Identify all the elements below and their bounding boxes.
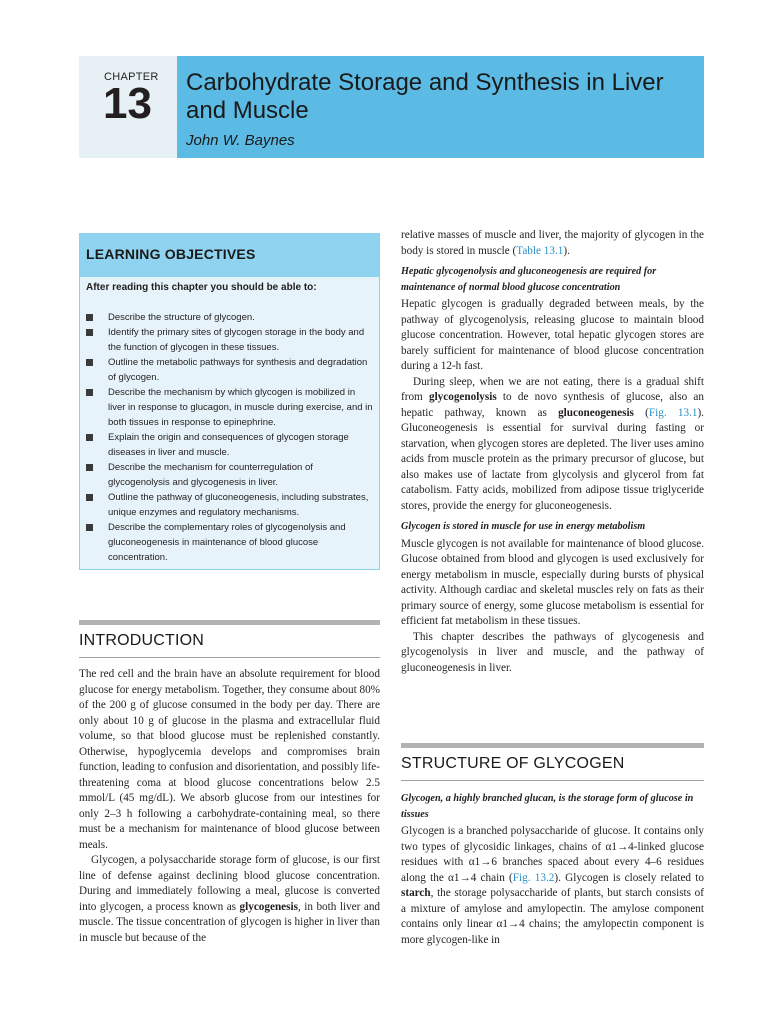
right-paragraph-5	[401, 824, 704, 948]
table-reference-link[interactable]: Table 13.1	[516, 244, 564, 257]
objective-item: Describe the mechanism for counterregulation of glycogenolysis and glycogenesis in liver.	[86, 460, 374, 490]
text-run: ). Glycogen is closely related to	[554, 871, 704, 884]
figure-reference-link[interactable]: Fig. 13.2	[512, 871, 555, 884]
objective-item: Outline the metabolic pathways for synthesis and degradation of glycogen.	[86, 355, 374, 385]
section-rule	[401, 743, 704, 748]
right-paragraph-3: Muscle glycogen is not available for maintenance of blood glucose. Glucose obtained from blood and glycogen is used exclusively for energy metabolism in muscle, especially during bursts of physical activity. Although cardiac and skeletal muscles rely on fats as their primary source of energy, some glucose metabolism is essential for efficient fat metabolism in these tissues.	[401, 537, 704, 627]
objective-item: Describe the mechanism by which glycogen is mobilized in liver in response to glucagon, in muscle during exercise, and in both tissues in response to epinephrine.	[86, 385, 374, 430]
bold-term: glycogenesis	[239, 900, 298, 913]
objective-item: Identify the primary sites of glycogen storage in the body and the function of glycogen in these tissues.	[86, 325, 374, 355]
intro-paragraph-1: The red cell and the brain have an absolute requirement for blood glucose for energy metabolism. Together, they consume about 80% of the 200 g of glucose consumed in the body per day. There are only about 10 g of glucose in the plasma and extracellular fluid volume, so that blood glucose must be replenished constantly. Otherwise, hypoglycemia develops and compromises brain function, leading to confusion and disorientation, and possibly life-threatening coma at blood glucose concentrations below 2.5 mmol/L (45 mg/dL). We absorb glucose from our intestines for only 2–3 h following a carbohydrate-containing meal, so there must be a mechanism for maintenance of blood glucose between meals.	[79, 668, 380, 851]
bold-term: starch	[401, 887, 431, 899]
right-paragraph-1: Hepatic glycogen is gradually degraded between meals, by the pathway of glycogenolysis, releasing glucose to maintain blood glucose concentration. However, total hepatic glycogen stores are barely sufficient for maintenance of blood glucose concentration during a 12-h fast.	[401, 298, 704, 372]
bold-term: gluconeogenesis	[558, 406, 634, 419]
text-run: During sleep, when we are not eating, there is a gradual shift from	[401, 375, 704, 403]
chapter-title-box	[177, 56, 704, 158]
learning-objectives-intro: After reading this chapter you should be able to:	[86, 282, 317, 293]
chapter-title: Carbohydrate Storage and Synthesis in Liver and Muscle	[186, 69, 664, 124]
learning-objectives-box	[79, 233, 380, 570]
objective-item: Explain the origin and consequences of glycogen storage diseases in liver and muscle.	[86, 430, 374, 460]
text-run: Glycogen, a polysaccharide storage form of glucose, is our first line of defense against declining blood glucose concentration. During and immediately following a meal, glucose is converted into glycogen, a process known as	[79, 854, 380, 913]
objective-item: Describe the complementary roles of glycogenolysis and gluconeogenesis in maintenance of blood glucose concentration.	[86, 520, 374, 565]
intro-paragraph-2	[79, 853, 380, 946]
chapter-number-box	[79, 56, 177, 158]
introduction-heading: INTRODUCTION	[79, 632, 205, 649]
right-paragraph-2	[401, 375, 704, 515]
text-run: relative masses of muscle and liver, the majority of glycogen in the body is stored in muscle (	[401, 229, 704, 257]
right-column-lower-text	[401, 786, 704, 948]
text-run: , in both liver and muscle. The tissue concentration of glycogen is higher in liver than in muscle but because of the	[79, 900, 381, 944]
right-paragraph-4: This chapter describes the pathways of glycogenesis and glycogenolysis in liver and muscle, and the pathway of gluconeogenesis in liver.	[401, 630, 704, 674]
chapter-number: 13	[103, 79, 152, 128]
learning-objectives-list	[86, 310, 374, 565]
subheading-hepatic: Hepatic glycogenolysis and gluconeogenesis are required for maintenance of normal blood glucose concentration	[401, 266, 657, 293]
bold-term: glycogenolysis	[428, 391, 497, 403]
right-paragraph-0	[401, 228, 704, 259]
text-run: to de novo synthesis of glucose, also an hepatic pathway, known as	[401, 391, 704, 419]
section-rule	[79, 620, 380, 625]
right-column-text	[401, 228, 704, 676]
chapter-header	[79, 56, 704, 158]
text-run: ).	[563, 244, 570, 257]
subheading-muscle: Glycogen is stored in muscle for use in energy metabolism	[401, 521, 646, 532]
learning-objectives-title: LEARNING OBJECTIVES	[86, 246, 256, 262]
text-run: (	[633, 406, 649, 419]
section-rule-thin	[79, 657, 380, 658]
text-run: Glycogen is a branched polysaccharide of glucose. It contains only two types of glycosidic linkages, chains of α1→4-linked glucose residues with α1→6 branches spaced about every 4–6 residues along the α1→4 chain (	[401, 825, 704, 884]
objective-item: Outline the pathway of gluconeogenesis, including substrates, unique enzymes and regulatory mechanisms.	[86, 490, 374, 520]
section-rule-thin	[401, 780, 704, 781]
chapter-label: CHAPTER	[104, 71, 159, 83]
structure-heading: STRUCTURE OF GLYCOGEN	[401, 755, 625, 772]
learning-objectives-header	[80, 234, 379, 277]
left-column-text	[79, 667, 380, 946]
text-run: , the storage polysaccharide of plants, but starch consists of a mixture of amylose and amylopectin. The amylose component contains only linear α1→4 chains; the amylopectin component is more glycogen-like in	[401, 887, 704, 946]
figure-reference-link[interactable]: Fig. 13.1	[648, 406, 698, 419]
subheading-glycogen: Glycogen, a highly branched glucan, is the storage form of glucose in tissues	[401, 793, 694, 820]
objective-item: Describe the structure of glycogen.	[86, 310, 374, 325]
text-run: ). Gluconeogenesis is essential for survival during fasting or starvation, when glycogen stores are depleted. The liver uses amino acids from muscle protein as the primary precursor of glucose, but also makes use of lactate from glycolysis and glycerol from fat catabolism. Fatty acids, mobilized from adipose tissue triglyceride stores, provide the energy for gluconeogenesis.	[401, 406, 704, 512]
chapter-author: John W. Baynes	[186, 132, 295, 149]
